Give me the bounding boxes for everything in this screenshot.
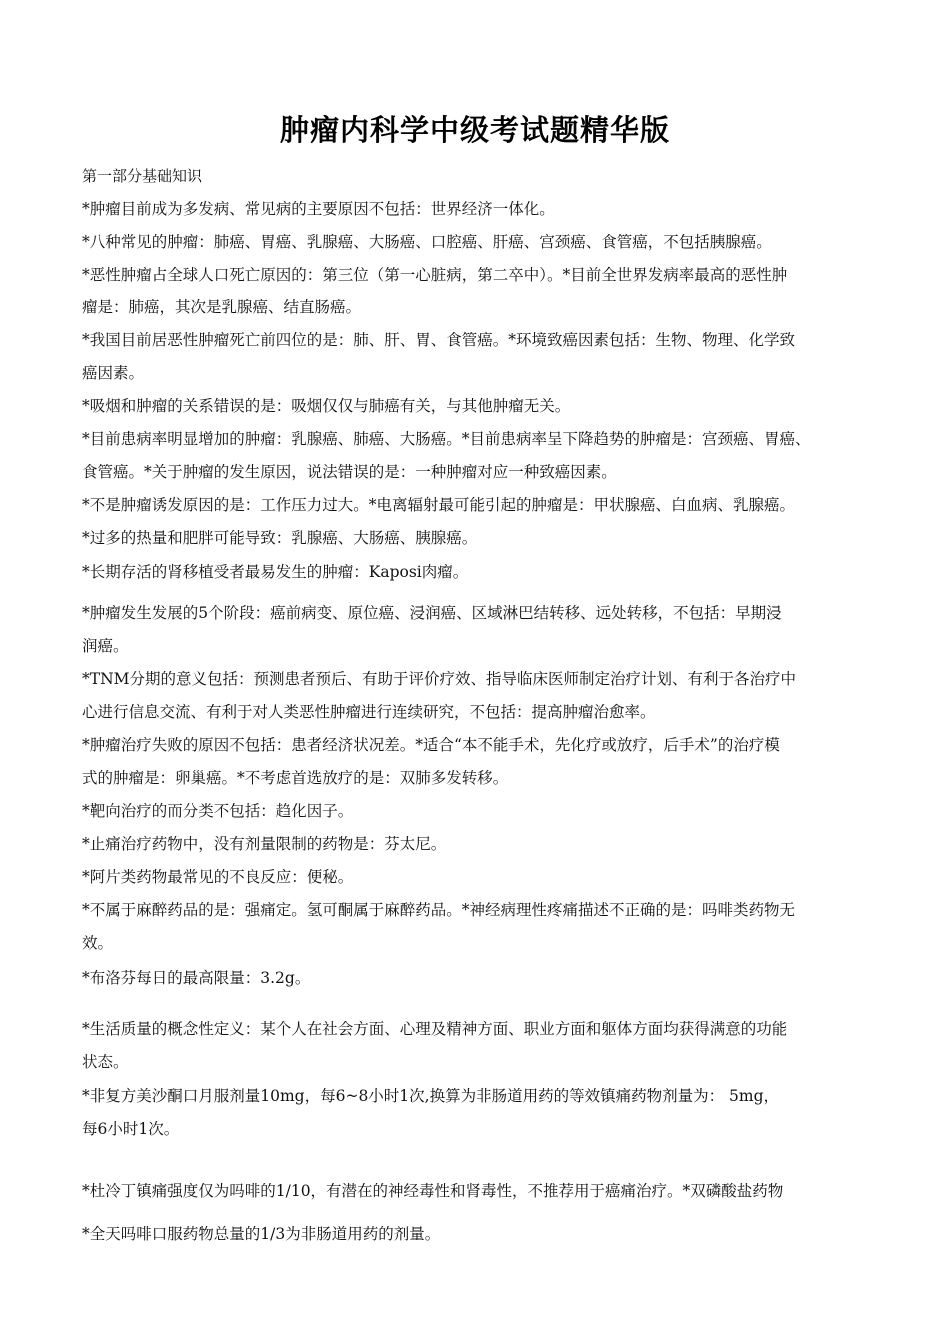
text-line: 每6小时1次。 — [82, 1120, 180, 1138]
text-line: 状态。 — [82, 1053, 129, 1071]
text-line: *杜冷丁镇痛强度仅为吗啡的1/10，有潜在的神经毒性和肾毒性，不推荐用于癌痛治疗。*双磷酸盐药物 — [82, 1182, 784, 1200]
text-line: *肿瘤治疗失败的原因不包括：患者经济状况差。*适合“本不能手术，先化疗或放疗，后手术”的治疗模 — [82, 736, 780, 754]
text-line: *长期存活的肾移植受者最易发生的肿瘤：Kaposi肉瘤。 — [82, 563, 469, 581]
text-line: *恶性肿瘤占全球人口死亡原因的：第三位（第一心脏病，第二卒中）。*目前全世界发病率最高的恶性肿 — [82, 266, 788, 284]
text-line: *不属于麻醉药品的是：强痛定。氢可酮属于麻醉药品。*神经病理性疼痛描述不正确的是：吗啡类药物无 — [82, 901, 796, 919]
text-line: *止痛治疗药物中，没有剂量限制的药物是：芬太尼。 — [82, 835, 447, 853]
text-line: 瘤是：肺癌，其次是乳腺癌、结直肠癌。 — [82, 298, 362, 316]
text-line: *目前患病率明显增加的肿瘤：乳腺癌、肺癌、大肠癌。*目前患病率呈下降趋势的肿瘤是：宫颈癌、胃癌、 — [82, 430, 811, 448]
text-line: *生活质量的概念性定义：某个人在社会方面、心理及精神方面、职业方面和躯体方面均获得满意的功能 — [82, 1020, 788, 1038]
text-line: *布洛芬每日的最高限量：3.2g。 — [82, 969, 311, 987]
text-line: 式的肿瘤是：卵巢癌。*不考虑首选放疗的是：双肺多发转移。 — [82, 769, 509, 787]
text-line: *八种常见的肿瘤：肺癌、胃癌、乳腺癌、大肠癌、口腔癌、肝癌、宫颈癌、食管癌，不包括胰腺癌。 — [82, 233, 772, 251]
section-heading: 第一部分基础知识 — [82, 167, 203, 185]
text-line: *肿瘤目前成为多发病、常见病的主要原因不包括：世界经济一体化。 — [82, 200, 555, 218]
text-line: 食管癌。*关于肿瘤的发生原因，说法错误的是：一种肿瘤对应一种致癌因素。 — [82, 463, 617, 481]
text-line: *我国目前居恶性肿瘤死亡前四位的是：肺、肝、胃、食管癌。*环境致癌因素包括：生物、物理、化学致 — [82, 331, 796, 349]
text-line: *全天吗啡口服药物总量的1/3为非肠道用药的剂量。 — [82, 1225, 441, 1243]
text-line: 效。 — [82, 934, 114, 952]
document-title: 肿瘤内科学中级考试题精华版 — [279, 113, 670, 147]
text-line: 癌因素。 — [82, 364, 145, 382]
text-line: *吸烟和肿瘤的关系错误的是：吸烟仅仅与肺癌有关，与其他肿瘤无关。 — [82, 397, 571, 415]
text-line: *TNM分期的意义包括：预测患者预后、有助于评价疗效、指导临床医师制定治疗计划、有利于各治疗中 — [82, 670, 797, 688]
text-line: *不是肿瘤诱发原因的是：工作压力过大。*电离辐射最可能引起的肿瘤是：甲状腺癌、白血病、乳腺癌。 — [82, 496, 796, 514]
text-line: *靶向治疗的而分类不包括：趋化因子。 — [82, 802, 354, 820]
text-line: *非复方美沙酮口月服剂量10mg，每6~8小时1次,换算为非肠道用药的等效镇痛药物剂量为： 5mg， — [82, 1087, 780, 1105]
text-line: *阿片类药物最常见的不良反应：便秘。 — [82, 868, 354, 886]
text-line: 润癌。 — [82, 637, 129, 655]
text-line: *肿瘤发生发展的5个阶段：癌前病变、原位癌、浸润癌、区域淋巴结转移、远处转移，不包括：早期浸 — [82, 604, 782, 622]
text-line: 心进行信息交流、有利于对人类恶性肿瘤进行连续研究，不包括：提高肿瘤治愈率。 — [82, 703, 656, 721]
text-line: *过多的热量和肥胖可能导致：乳腺癌、大肠癌、胰腺癌。 — [82, 529, 478, 547]
